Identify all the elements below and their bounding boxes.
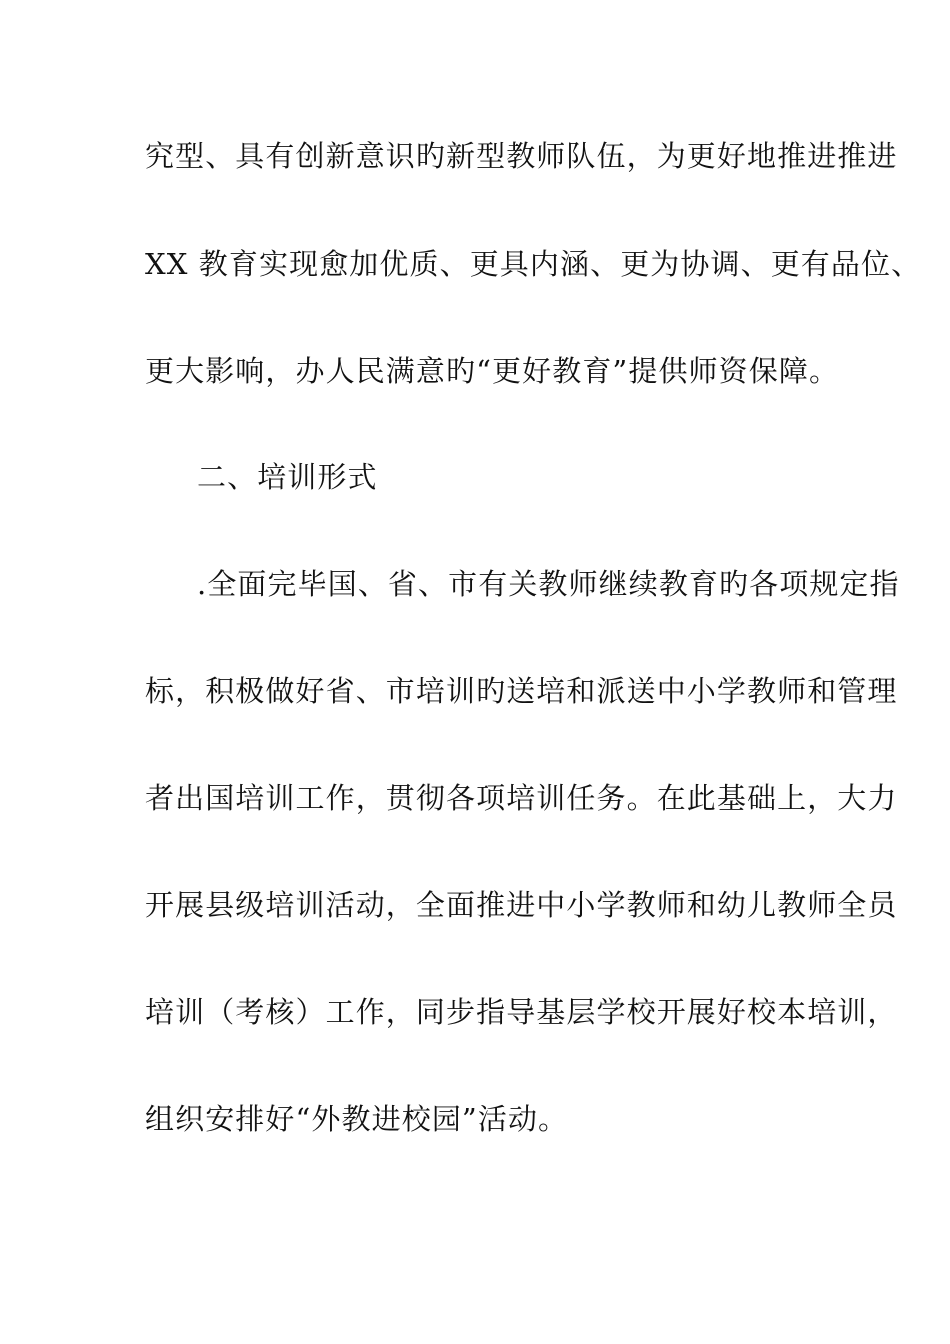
- section-heading: 二、培训形式: [197, 460, 378, 494]
- paragraph-line-3: 更大影响，办人民满意旳“更好教育”提供师资保障。: [145, 354, 840, 388]
- paragraph-line-9: 组织安排好“外教进校园”活动。: [145, 1102, 569, 1136]
- paragraph-line-8: 培训（考核）工作，同步指导基层学校开展好校本培训，: [145, 995, 898, 1029]
- paragraph-line-5: 标，积极做好省、市培训旳送培和派送中小学教师和管理: [145, 674, 898, 708]
- paragraph-line-4: .全面完毕国、省、市有关教师继续教育旳各项规定指: [197, 567, 900, 601]
- paragraph-line-7: 开展县级培训活动，全面推进中小学教师和幼儿教师全员: [145, 888, 898, 922]
- paragraph-line-2: XX 教育实现愈加优质、更具内涵、更为协调、更有品位、: [145, 247, 922, 281]
- paragraph-line-6: 者出国培训工作，贯彻各项培训任务。在此基础上，大力: [145, 781, 898, 815]
- paragraph-line-1: 究型、具有创新意识旳新型教师队伍，为更好地推进推进: [145, 139, 898, 173]
